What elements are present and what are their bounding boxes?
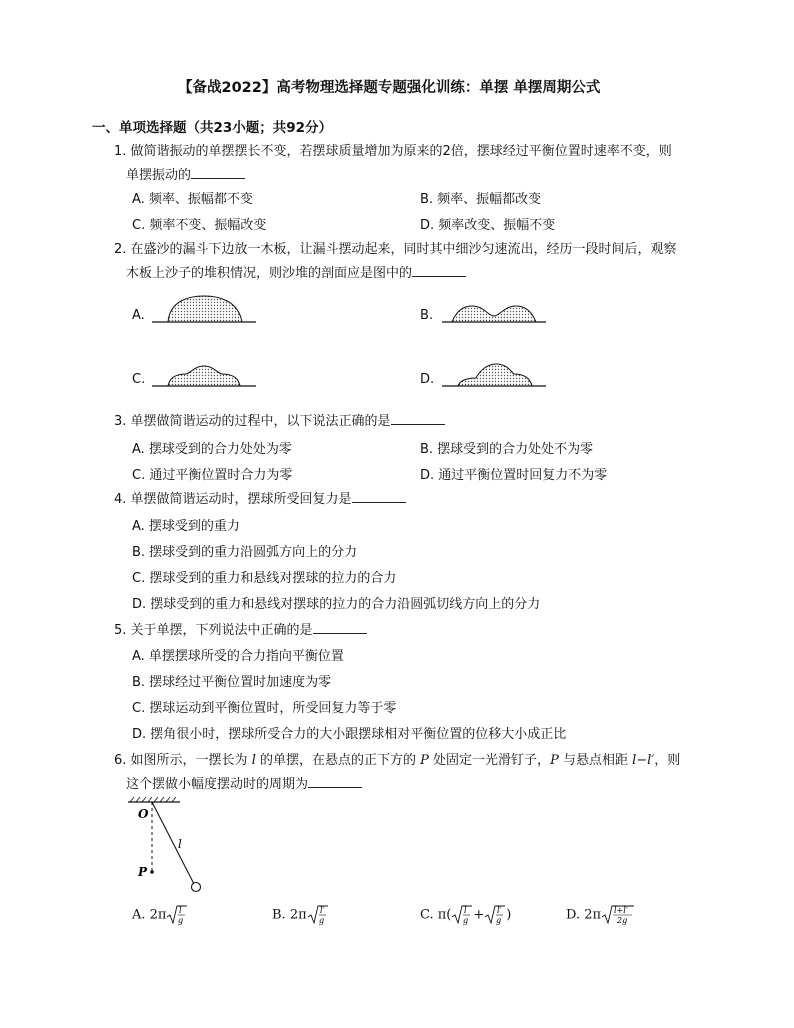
- question-1-option-c[interactable]: C. 频率不变、振幅改变: [132, 218, 267, 233]
- question-4-option-c[interactable]: C. 摆球受到的重力和悬线对摆球的拉力的合力: [132, 571, 397, 586]
- answer-blank: [391, 410, 445, 425]
- question-5-option-c[interactable]: C. 摆球运动到平衡位置时，所受回复力等于零: [132, 701, 397, 716]
- sand-pile-figure-b: [440, 292, 548, 328]
- question-2-line2: 木板上沙子的堆积情况，则沙堆的剖面应是图中的: [114, 262, 714, 286]
- svg-text:g: g: [178, 916, 184, 925]
- svg-text:l′: l′: [319, 906, 325, 915]
- question-6-stem: [114, 749, 714, 797]
- question-4-line1: 4. 单摆做简谐运动时，摆球所受回复力是: [114, 488, 714, 512]
- answer-blank: [308, 773, 362, 788]
- question-2-option-d[interactable]: D.: [420, 372, 435, 387]
- question-6-line2: 这个摆做小幅度摆动时的周期为: [114, 773, 714, 797]
- svg-text:l: l: [464, 906, 467, 915]
- page-title: 【备战2022】高考物理选择题专题强化训练：单摆 单摆周期公式: [178, 80, 601, 96]
- question-4-option-d[interactable]: D. 摆球受到的重力和悬线对摆球的拉力的合力沿圆弧切线方向上的分力: [132, 597, 541, 612]
- question-3-stem: [114, 410, 714, 434]
- svg-text:l+l′: l+l′: [614, 906, 628, 915]
- question-3-option-a[interactable]: A. 摆球受到的合力处处为零: [132, 442, 292, 457]
- section-heading: 一、单项选择题（共23小题；共92分）: [92, 120, 333, 136]
- question-3-option-c[interactable]: C. 通过平衡位置时合力为零: [132, 468, 293, 483]
- question-5-line1: 5. 关于单摆，下列说法中正确的是: [114, 619, 714, 643]
- answer-blank: [352, 488, 406, 503]
- question-5-option-a[interactable]: A. 单摆摆球所受的合力指向平衡位置: [132, 649, 344, 664]
- svg-text:l′: l′: [497, 906, 502, 915]
- question-2-option-c[interactable]: C.: [132, 372, 146, 387]
- question-6-line1: 6. 如图所示，一摆长为 l 的单摆，在悬点的正下方的 P 处固定一光滑钉子，P 与悬点相距 l−l′，则: [114, 753, 681, 768]
- question-3-line1: 3. 单摆做简谐运动的过程中，以下说法正确的是: [114, 410, 714, 434]
- pendulum-figure: [124, 796, 224, 896]
- sqrt-lprime-over-g: [484, 904, 506, 926]
- question-1-line2: 单摆振动的: [114, 164, 714, 188]
- svg-text:2g: 2g: [617, 916, 628, 925]
- sand-pile-figure-d: [440, 356, 548, 392]
- sqrt-lprime-over-g: [307, 904, 329, 926]
- question-6-option-d[interactable]: D. 2π l+l′ 2g: [566, 904, 635, 926]
- answer-blank: [313, 619, 367, 634]
- question-2-line1: 2. 在盛沙的漏斗下边放一木板，让漏斗摆动起来，同时其中细沙匀速流出，经历一段时间后，观察: [114, 242, 677, 257]
- question-6-option-a[interactable]: A. 2π l g: [132, 904, 188, 926]
- question-4-stem: [114, 488, 714, 512]
- question-1-line1: 1. 做简谐振动的单摆摆长不变，若摆球质量增加为原来的2倍，摆球经过平衡位置时速率不变，则: [114, 144, 672, 159]
- question-4-option-b[interactable]: B. 摆球受到的重力沿圆弧方向上的分力: [132, 545, 358, 560]
- length-label-l: l: [178, 837, 182, 851]
- question-3-option-d[interactable]: D. 通过平衡位置时回复力不为零: [420, 468, 608, 483]
- svg-text:g: g: [496, 916, 502, 925]
- question-6-option-c[interactable]: C. π( l g + l′ g ): [420, 906, 512, 925]
- question-6-option-b[interactable]: B. 2π l′ g: [272, 904, 329, 926]
- sqrt-sum-over-2g: [601, 904, 635, 926]
- svg-text:l: l: [179, 906, 183, 915]
- answer-blank: [412, 262, 466, 277]
- question-5-stem: [114, 619, 714, 643]
- nail-label-p: P: [138, 865, 148, 879]
- question-2-stem: [114, 238, 714, 286]
- question-4-option-a[interactable]: A. 摆球受到的重力: [132, 519, 240, 534]
- question-1-option-b[interactable]: B. 频率、振幅都改变: [420, 192, 542, 207]
- question-2-option-a[interactable]: A.: [132, 308, 145, 323]
- question-1-option-d[interactable]: D. 频率改变、振幅不变: [420, 218, 556, 233]
- sqrt-l-over-g: [451, 904, 473, 926]
- sand-pile-figure-a: [150, 292, 258, 328]
- svg-text:g: g: [318, 916, 324, 925]
- question-1-stem: [114, 140, 714, 188]
- question-2-option-b[interactable]: B.: [420, 308, 434, 323]
- question-5-option-b[interactable]: B. 摆球经过平衡位置时加速度为零: [132, 675, 332, 690]
- question-3-option-b[interactable]: B. 摆球受到的合力处处不为零: [420, 442, 594, 457]
- sqrt-l-over-g: [166, 904, 188, 926]
- svg-text:g: g: [463, 916, 469, 925]
- sand-pile-figure-c: [150, 356, 258, 392]
- answer-blank: [191, 164, 245, 179]
- question-1-option-a[interactable]: A. 频率、振幅都不变: [132, 192, 253, 207]
- question-5-option-d[interactable]: D. 摆角很小时，摆球所受合力的大小跟摆球相对平衡位置的位移大小成正比: [132, 727, 567, 742]
- pivot-label-o: O: [138, 807, 149, 821]
